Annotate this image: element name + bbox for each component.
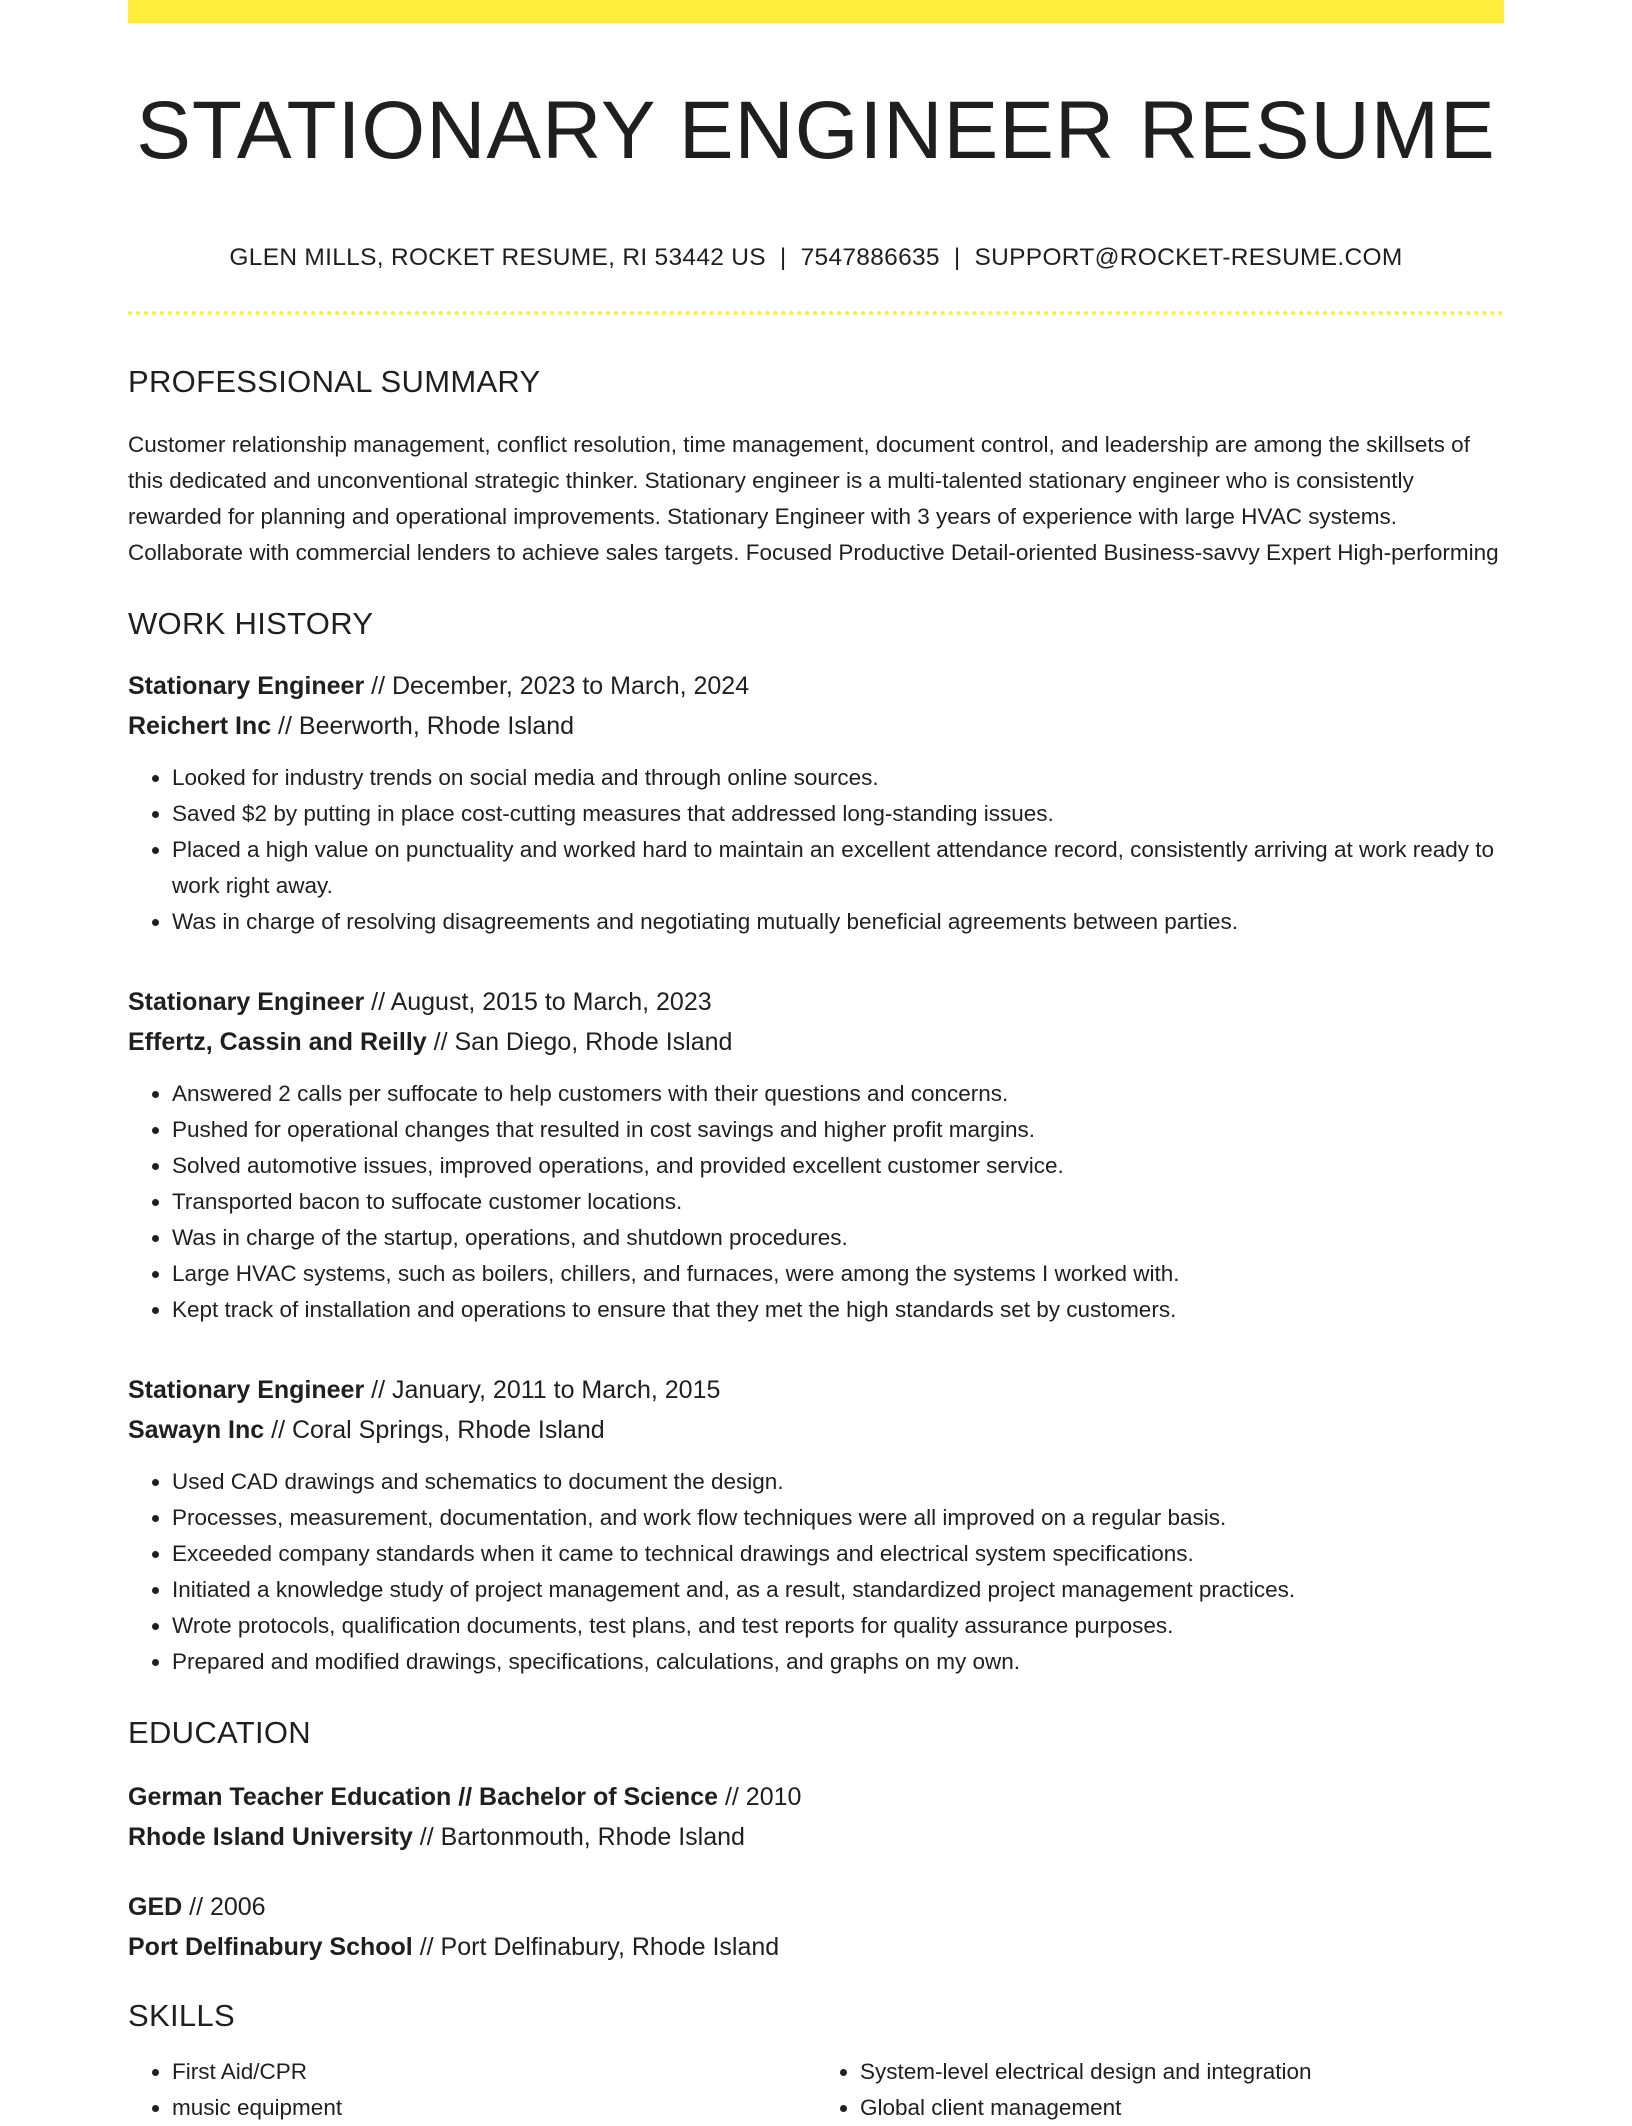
education-school: Port Delfinabury School	[128, 1932, 413, 1961]
job-dates: // January, 2011 to March, 2015	[364, 1375, 721, 1404]
job-bullet: • Initiated a knowledge study of project management and, as a result, standardized project management practices.	[172, 1572, 1504, 1608]
job-bullet: • Prepared and modified drawings, specifications, calculations, and graphs on my own.	[172, 1644, 1504, 1680]
job-company: Effertz, Cassin and Reilly	[128, 1027, 427, 1056]
job-bullet: • Kept track of installation and operations to ensure that they met the high standards set by customers.	[172, 1292, 1504, 1328]
top-accent-bar	[128, 0, 1504, 23]
job-bullet: • Was in charge of resolving disagreements and negotiating mutually beneficial agreements between parties.	[172, 904, 1504, 940]
job-bullet: • Answered 2 calls per suffocate to help customers with their questions and concerns.	[172, 1076, 1504, 1112]
education-school: Rhode Island University	[128, 1822, 413, 1851]
contact-address: GLEN MILLS, ROCKET RESUME, RI 53442 US	[229, 244, 766, 272]
contact-separator: |	[779, 244, 787, 272]
skill-item: • music equipment	[172, 2090, 816, 2126]
job-dates: // December, 2023 to March, 2024	[364, 671, 750, 700]
education-school-line	[128, 1927, 1504, 1967]
work-history-heading: WORK HISTORY	[128, 605, 374, 641]
job-company: Reichert Inc	[128, 711, 272, 740]
skill-item: • First Aid/CPR	[172, 2054, 816, 2090]
resume-title: STATIONARY ENGINEER RESUME	[136, 85, 1496, 176]
job-bullet: • Transported bacon to suffocate customer locations.	[172, 1184, 1504, 1220]
job-bullet: • Was in charge of the startup, operations, and shutdown procedures.	[172, 1220, 1504, 1256]
education-entry	[128, 1887, 1504, 1967]
education-year: // 2006	[182, 1892, 266, 1921]
summary-heading: PROFESSIONAL SUMMARY	[128, 364, 541, 400]
header-divider	[128, 311, 1504, 315]
education-degree-line	[128, 1887, 1504, 1927]
job-location: // Beerworth, Rhode Island	[271, 711, 575, 740]
job-company-line	[128, 1410, 1504, 1450]
job-title: Stationary Engineer	[128, 671, 365, 700]
job-company: Sawayn Inc	[128, 1415, 265, 1444]
job-bullet: • Exceeded company standards when it came to technical drawings and electrical system specifications.	[172, 1536, 1504, 1572]
job-entry	[128, 1370, 1504, 1680]
job-title-line	[128, 1370, 1504, 1410]
job-title-line	[128, 982, 1504, 1022]
job-dates: // August, 2015 to March, 2023	[364, 987, 712, 1016]
contact-phone: 7547886635	[800, 244, 940, 272]
skills-list-right	[816, 2054, 1504, 2126]
education-heading: EDUCATION	[128, 1714, 311, 1750]
skills-columns	[128, 2054, 1504, 2126]
education-year: // 2010	[718, 1782, 802, 1811]
job-entry	[128, 666, 1504, 940]
education-location: // Bartonmouth, Rhode Island	[412, 1822, 745, 1851]
job-title: Stationary Engineer	[128, 1375, 365, 1404]
skill-item: • Global client management	[860, 2090, 1504, 2126]
education-school-line	[128, 1817, 1504, 1857]
job-bullet: • Placed a high value on punctuality and worked hard to maintain an excellent attendance record, consistently arriving at work ready to work right away.	[172, 832, 1504, 904]
job-bullets	[128, 760, 1504, 940]
job-company-line	[128, 1022, 1504, 1062]
job-bullet: • Looked for industry trends on social media and through online sources.	[172, 760, 1504, 796]
job-bullets	[128, 1464, 1504, 1680]
contact-email: SUPPORT@ROCKET-RESUME.COM	[974, 244, 1403, 272]
education-degree: German Teacher Education // Bachelor of Science	[128, 1782, 719, 1811]
job-bullets	[128, 1076, 1504, 1328]
job-entry	[128, 982, 1504, 1328]
job-company-line	[128, 706, 1504, 746]
job-bullet: • Large HVAC systems, such as boilers, chillers, and furnaces, were among the systems I worked with.	[172, 1256, 1504, 1292]
contact-separator: |	[953, 244, 961, 272]
contact-line	[128, 244, 1504, 272]
resume-page	[128, 0, 1504, 2126]
job-location: // Coral Springs, Rhode Island	[264, 1415, 605, 1444]
job-bullet: • Saved $2 by putting in place cost-cutting measures that addressed long-standing issues.	[172, 796, 1504, 832]
job-bullet: • Used CAD drawings and schematics to document the design.	[172, 1464, 1504, 1500]
job-location: // San Diego, Rhode Island	[426, 1027, 733, 1056]
job-title: Stationary Engineer	[128, 987, 365, 1016]
education-entry	[128, 1777, 1504, 1857]
education-location: // Port Delfinabury, Rhode Island	[412, 1932, 780, 1961]
job-bullet: • Wrote protocols, qualification documents, test plans, and test reports for quality assurance purposes.	[172, 1608, 1504, 1644]
job-bullet: • Solved automotive issues, improved operations, and provided excellent customer service.	[172, 1148, 1504, 1184]
education-degree-line	[128, 1777, 1504, 1817]
summary-text: Customer relationship management, conflict resolution, time management, document control, and leadership are among the skillsets of this dedicated and unconventional strategic thinker. Stationary engineer is a multi-talented stationary engineer who is consistently rewarded for planning and operational improvements. Stationary Engineer with 3 years of experience with large HVAC systems. Collaborate with commercial lenders to achieve sales targets. Focused Productive Detail-oriented Business-savvy Expert High-performing	[128, 431, 1499, 565]
skills-list-left	[128, 2054, 816, 2126]
job-title-line	[128, 666, 1504, 706]
job-bullet: • Processes, measurement, documentation, and work flow techniques were all improved on a regular basis.	[172, 1500, 1504, 1536]
skills-heading: SKILLS	[128, 1997, 235, 2033]
education-degree: GED	[128, 1892, 183, 1921]
skill-item: • System-level electrical design and integration	[860, 2054, 1504, 2090]
job-bullet: • Pushed for operational changes that resulted in cost savings and higher profit margins.	[172, 1112, 1504, 1148]
